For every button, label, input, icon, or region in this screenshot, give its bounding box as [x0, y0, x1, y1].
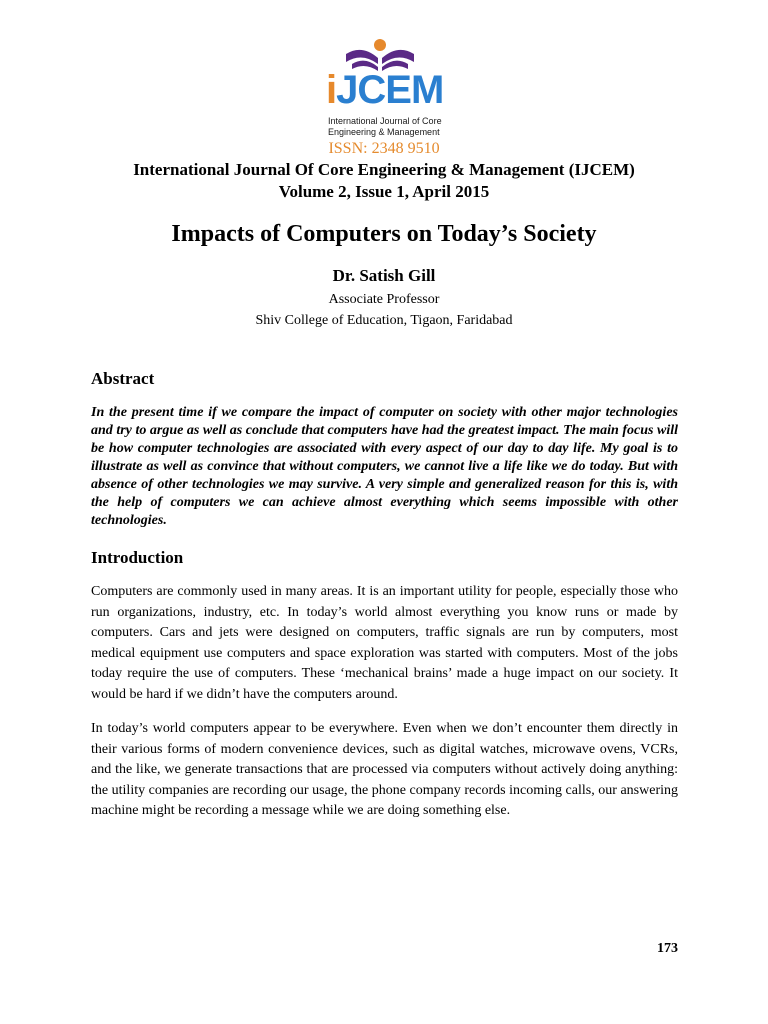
logo-subtitle-line2: Engineering & Management	[328, 127, 440, 137]
logo-wordmark-rest: JCEM	[336, 68, 444, 112]
journal-logo	[318, 34, 458, 138]
issn: ISSN: 2348 9510	[328, 140, 440, 157]
logo-subtitle-line1: International Journal of Core	[328, 116, 442, 126]
page-number: 173	[657, 941, 678, 956]
introduction-paragraph-1: Computers are commonly used in many areas. It is an important utility for people, especially those who run organizations, industry, etc. In today’s world almost everything you know runs or made by computers. Cars and jets were designed on computers, traffic signals are run by computers, most medical equipment use computers and space exploration was started with computers. Most of the jobs today require the use of computers. These ‘mechanical brains’ made a huge impact on our society. It would be hard if we didn’t have the computers around.	[91, 584, 678, 702]
author-name: Dr. Satish Gill	[332, 266, 436, 285]
paper-title: Impacts of Computers on Today’s Society	[171, 221, 597, 247]
author-position: Associate Professor	[328, 292, 440, 307]
introduction-heading: Introduction	[91, 548, 184, 567]
logo-wordmark	[326, 70, 443, 110]
introduction-paragraph-2: In today’s world computers appear to be everywhere. Even when we don’t encounter them directly in their various forms of modern convenience devices, such as digital watches, microwave ovens, VCRs, and the like, we generate transactions that are processed via computers without actively doing anything: the utility companies are recording our usage, the phone company records incoming calls, our answering machine might be recording a message while we are doing something else.	[91, 721, 678, 819]
journal-name: International Journal Of Core Engineering & Management (IJCEM)	[133, 160, 635, 179]
journal-volume: Volume 2, Issue 1, April 2015	[278, 182, 490, 201]
logo-wordmark-i: i	[326, 68, 337, 112]
author-institution: Shiv College of Education, Tigaon, Faridabad	[255, 313, 513, 328]
abstract-text: In the present time if we compare the impact of computer on society with other major technologies and try to argue as well as conclude that computers have had the greatest impact. The main focus will be how computer technologies are associated with every aspect of our day to day life. My goal is to illustrate as well as convince that without computers, we cannot live a life like we do today. But with absence of other technologies we may survive. A very simple and generalized reason for this is, with the help of computers we can achieve almost everything which seems impossible with other technologies.	[91, 405, 678, 528]
abstract-heading: Abstract	[91, 369, 155, 388]
